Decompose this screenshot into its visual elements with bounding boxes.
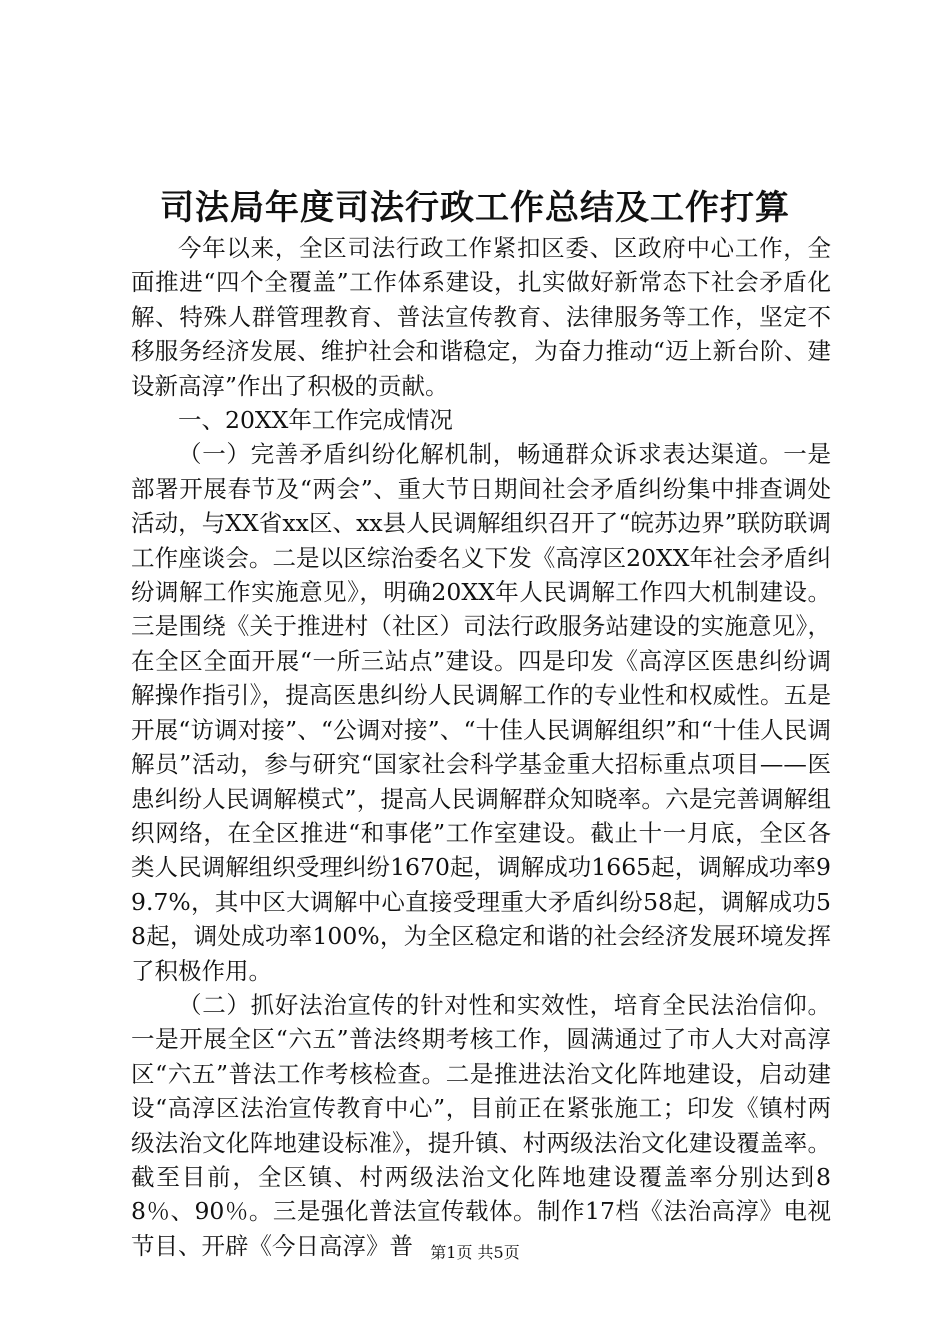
section-heading: 一、20XX年工作完成情况 xyxy=(178,406,453,435)
paragraph-mediation: （一）完善矛盾纠纷化解机制，畅通群众诉求表达渠道。一是部署开展春节及“两会”、重大节日期间社会矛盾纠纷集中排查调处活动，与XX省xx区、xx县人民调解组织召开了“皖苏边界”联防联调工作座谈会。二是以区综治委名义下发《高淳区20XX年社会矛盾纠纷调解工作实施意见》，明确20XX年人民调解工作四大机制建设。三是围绕《关于推进村（社区）司法行政服务站建设的实施意见》，在全区全面开展“一所三站点”建设。四是印发《高淳区医患纠纷调解操作指引》，提高医患纠纷人民调解工作的专业性和权威性。五是开展“访调对接”、“公调对接”、“十佳人民调解组织”和“十佳人民调解员”活动，参与研究“国家社会科学基金重大招标重点项目——医患纠纷人民调解模式”，提高人民调解群众知晓率。六是完善调解组织网络，在全区推进“和事佬”工作室建设。截止十一月底，全区各类人民调解组织受理纠纷1670起，调解成功1665起，调解成功率99.7%，其中区大调解中心直接受理重大矛盾纠纷58起，调解成功58起，调处成功率100%，为全区稳定和谐的社会经济发展环境发挥了积极作用。 xyxy=(131,440,831,985)
intro-paragraph: 今年以来，全区司法行政工作紧扣区委、区政府中心工作，全面推进“四个全覆盖”工作体系建设，扎实做好新常态下社会矛盾化解、特殊人群管理教育、普法宣传教育、法律服务等工作，坚定不移服务经济发展、维护社会和谐稳定，为奋力推动“迈上新台阶、建设新高淳”作出了积极的贡献。 xyxy=(131,234,831,400)
document-title: 司法局年度司法行政工作总结及工作打算 xyxy=(160,188,790,228)
paragraph-legal-publicity: （二）抓好法治宣传的针对性和实效性，培育全民法治信仰。一是开展全区“六五”普法终期考核工作，圆满通过了市人大对高淳区“六五”普法工作考核检查。二是推进法治文化阵地建设，启动建设“高淳区法治宣传教育中心”，目前正在紧张施工；印发《镇村两级法治文化阵地建设标准》，提升镇、村两级法治文化建设覆盖率。截至目前，全区镇、村两级法治文化阵地建设覆盖率分别达到88％、90％。三是强化普法宣传载体。制作17档《法治高淳》电视节目、开辟《今日高淳》普 xyxy=(131,990,831,1260)
document-body xyxy=(131,231,831,1263)
page-footer: 第1页 共5页 xyxy=(430,1243,520,1262)
